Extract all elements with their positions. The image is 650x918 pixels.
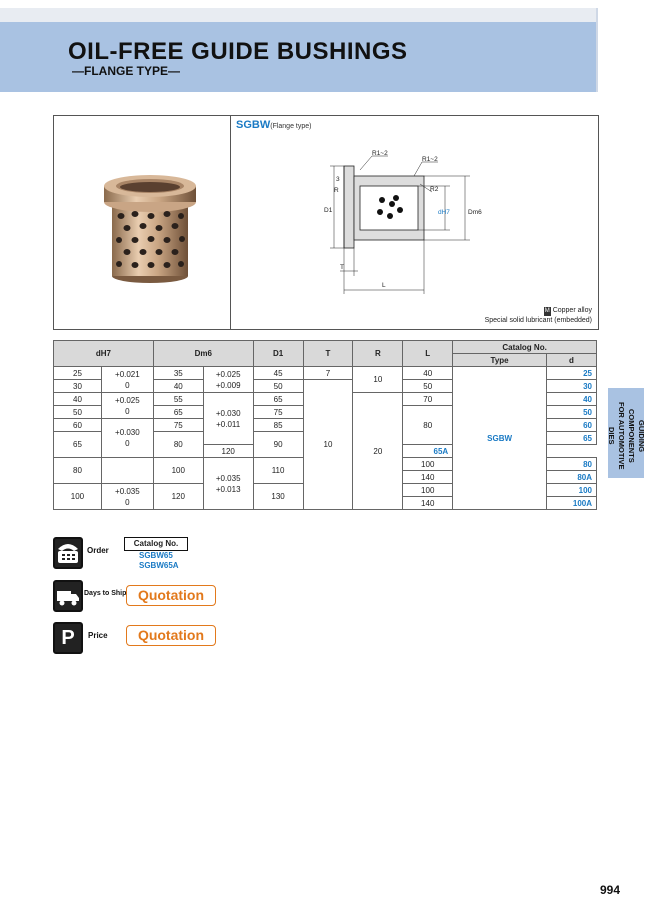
figure-divider <box>230 115 231 330</box>
table-row: 65 80 90 65 <box>54 432 597 445</box>
table-row: 30 40 50 10 50 30 <box>54 380 597 393</box>
d-tol-1: +0.021 0 <box>101 367 153 393</box>
th-type: Type <box>453 354 547 367</box>
page-number: 994 <box>600 883 621 897</box>
th-catalog: Catalog No. <box>453 341 597 354</box>
header-tab <box>596 8 618 92</box>
d-tol-2: +0.025 0 <box>101 393 153 419</box>
price-label: Price <box>88 631 108 640</box>
price-icon: P <box>53 622 83 654</box>
dim-three: 3 <box>336 176 340 183</box>
page-title: OIL-FREE GUIDE BUSHINGS <box>68 38 408 65</box>
phone-icon <box>53 537 83 569</box>
D-tol-1: +0.025 +0.009 <box>203 367 253 393</box>
dim-r1-left: R1~2 <box>372 150 388 157</box>
dim-t: T <box>340 264 344 271</box>
bushing-photo <box>95 172 205 284</box>
dim-dm6: Dm6 <box>468 209 482 216</box>
truck-icon <box>53 580 83 612</box>
order-example-1: SGBW65 <box>139 551 173 560</box>
table-row: 60 +0.030 0 75 85 60 <box>54 419 597 432</box>
th-dh7: dH7 <box>54 341 154 367</box>
technical-drawing <box>310 148 490 298</box>
d-tol-4: +0.035 0 <box>101 484 153 510</box>
table-row: 100 +0.035 0 120 130 100 100 <box>54 484 597 497</box>
th-r: R <box>353 341 403 367</box>
header-top-strip <box>0 8 616 22</box>
dim-r: R <box>334 187 339 194</box>
dim-r1-right: R1~2 <box>422 156 438 163</box>
side-section-label: GUIDING COMPONENTS FOR AUTOMOTIVE DIES <box>607 402 646 470</box>
dim-r2: R2 <box>430 186 439 193</box>
table-row: 120 65A <box>54 445 597 458</box>
dim-dh7: dH7 <box>438 209 450 216</box>
material-mark: M <box>544 308 550 314</box>
table-row: 25 +0.021 0 35 +0.025 +0.009 45 7 10 40 SGBW 25 <box>54 367 597 380</box>
order-catalog-header: Catalog No. <box>124 537 188 551</box>
D-tol-2: +0.030 +0.011 <box>203 393 253 445</box>
spec-table <box>53 340 597 510</box>
th-t: T <box>303 341 353 367</box>
page-subtitle: —FLANGE TYPE— <box>72 64 181 78</box>
th-d: d <box>546 354 596 367</box>
order-example-2: SGBW65A <box>139 561 179 570</box>
table-row: 80 100 +0.035 +0.013 110 100 80 <box>54 458 597 471</box>
table-row: 40 +0.025 0 55 +0.030 +0.011 65 20 70 40 <box>54 393 597 406</box>
order-label: Order <box>87 546 109 555</box>
material-legend <box>470 306 592 325</box>
th-l: L <box>403 341 453 367</box>
ship-label: Days to Ship <box>84 590 127 597</box>
ship-quotation: Quotation <box>126 585 216 606</box>
dim-d1: D1 <box>324 207 333 214</box>
table-row: 140 100A <box>54 497 597 510</box>
th-dm6: Dm6 <box>153 341 253 367</box>
th-d1: D1 <box>253 341 303 367</box>
table-row: 50 65 75 80 50 <box>54 406 597 419</box>
dim-l: L <box>382 282 386 289</box>
table-row: 140 80A <box>54 471 597 484</box>
d-tol-3: +0.030 0 <box>101 419 153 458</box>
type-cell: SGBW <box>453 367 547 510</box>
D-tol-3: +0.035 +0.013 <box>203 458 253 510</box>
legend-copper: Copper alloy <box>552 307 592 314</box>
price-quotation: Quotation <box>126 625 216 646</box>
legend-lubricant: Special solid lubricant (embedded) <box>484 317 592 324</box>
figure-type-label: SGBW(Flange type) <box>236 119 312 131</box>
